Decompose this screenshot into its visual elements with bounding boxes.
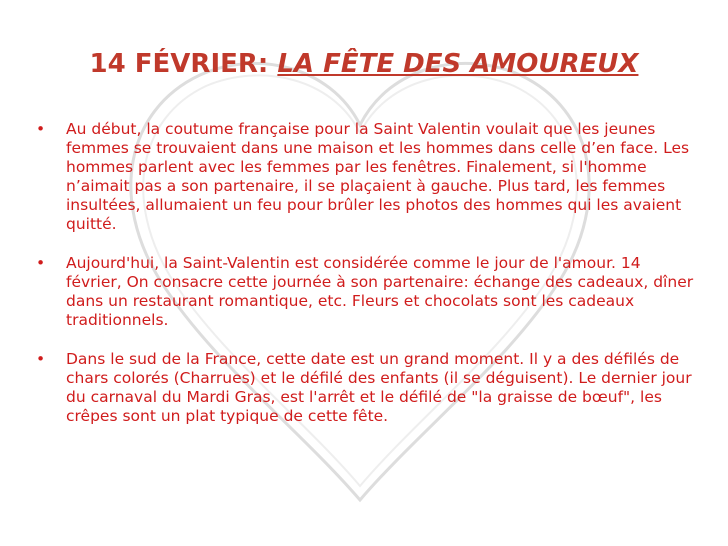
list-item bbox=[36, 254, 696, 330]
list-item bbox=[36, 120, 696, 234]
bullet-text: Dans le sud de la France, cette date est un grand moment. Il y a des défilés de chars colorés (Charrues) et le défilé des enfants (il se déguisent). Le dernier jour du carnaval du Mardi Gras, est l'arrêt et le défilé de "la graisse de bœuf", les crêpes sont un plat typique de cette fête. bbox=[66, 350, 692, 425]
bullet-text: Au début, la coutume française pour la Saint Valentin voulait que les jeunes femmes se trouvaient dans une maison et les hommes dans celle d’en face. Les hommes parlent avec les femmes par les fenêtres. Finalement, si l'homme n’aimait pas a son partenaire, il se plaçaient à gauche. Plus tard, les femmes insultées, allumaient un feu pour brûler les photos des hommes qui les avaient quitté. bbox=[66, 120, 690, 233]
bullet-icon: • bbox=[36, 120, 46, 138]
title-date: 14 FÉVRIER: bbox=[89, 49, 278, 79]
list-item bbox=[36, 350, 696, 426]
bullet-list bbox=[36, 120, 696, 446]
bullet-icon: • bbox=[36, 350, 46, 368]
bullet-icon: • bbox=[36, 254, 46, 272]
bullet-text: Aujourd'hui, la Saint-Valentin est considérée comme le jour de l'amour. 14 février, On consacre cette journée à son partenaire: échange des cadeaux, dîner dans un restaurant romantique, etc. Fleurs et chocolats sont les cadeaux traditionnels. bbox=[66, 254, 694, 329]
title-emphasis: LA FÊTE DES AMOUREUX bbox=[277, 49, 639, 79]
page-title bbox=[0, 46, 728, 82]
